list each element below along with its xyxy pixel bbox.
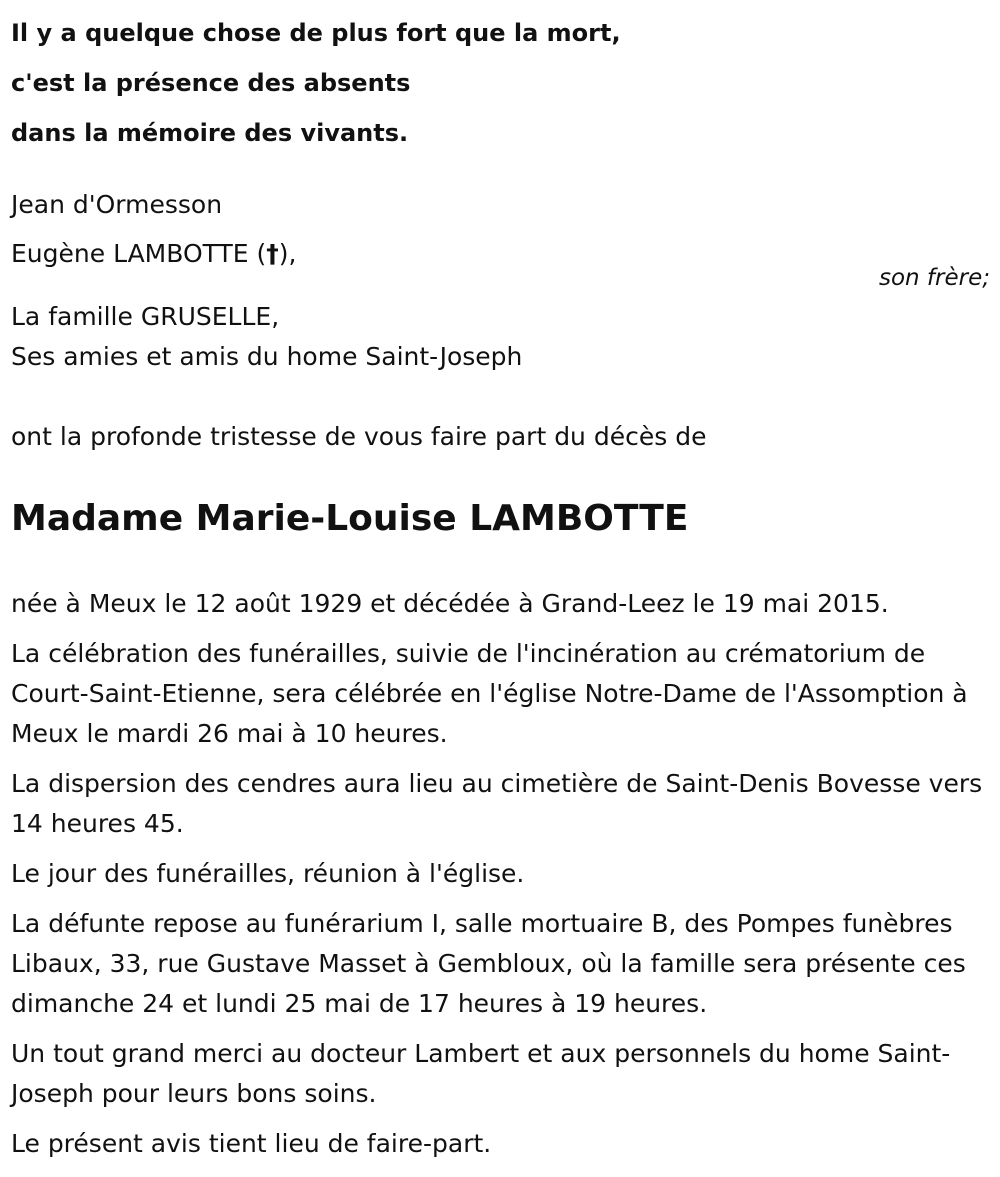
relative-friends: Ses amies et amis du home Saint-Joseph xyxy=(11,342,523,371)
brother-name: Eugène LAMBOTTE ( xyxy=(11,239,267,268)
funeral-paragraph: La célébration des funérailles, suivie de l'incinération au crématorium de Court-Saint-Etienne, sera célébrée en l'église Notre-Dame de l'Assomption à Meux le mardi 26 mai à 10 heures. xyxy=(11,639,968,748)
quote-line-3: dans la mémoire des vivants. xyxy=(11,119,409,147)
notice-body xyxy=(11,584,991,1174)
deceased-name: Madame Marie-Louise LAMBOTTE xyxy=(11,498,689,539)
gathering-paragraph: Le jour des funérailles, réunion à l'église. xyxy=(11,859,525,888)
announcement-text: ont la profonde tristesse de vous faire part du décès de xyxy=(11,422,707,451)
thanks-paragraph: Un tout grand merci au docteur Lambert et aux personnels du home Saint-Joseph pour leurs bons soins. xyxy=(11,1039,951,1108)
quote-line-1: Il y a quelque chose de plus fort que la mort, xyxy=(11,19,621,47)
relative-brother xyxy=(11,234,296,274)
brother-relation: son frère; xyxy=(878,265,990,291)
quote-author: Jean d'Ormesson xyxy=(11,190,223,219)
quote-line-2: c'est la présence des absents xyxy=(11,69,411,97)
epigraph-quote xyxy=(11,8,711,158)
birth-death-paragraph: née à Meux le 12 août 1929 et décédée à Grand-Leez le 19 mai 2015. xyxy=(11,589,889,618)
ashes-paragraph: La dispersion des cendres aura lieu au cimetière de Saint-Denis Bovesse vers 14 heures 45. xyxy=(11,769,983,838)
visitation-paragraph: La défunte repose au funérarium I, salle mortuaire B, des Pompes funèbres Libaux, 33, rue Gustave Masset à Gembloux, où la famille sera présente ces dimanche 24 et lundi 25 mai de 17 heures à 19 heures. xyxy=(11,909,966,1018)
cross-icon: † xyxy=(266,239,279,268)
brother-suffix: ), xyxy=(278,239,297,268)
relative-family: La famille GRUSELLE, xyxy=(11,302,280,331)
notice-paragraph: Le présent avis tient lieu de faire-part. xyxy=(11,1129,492,1158)
